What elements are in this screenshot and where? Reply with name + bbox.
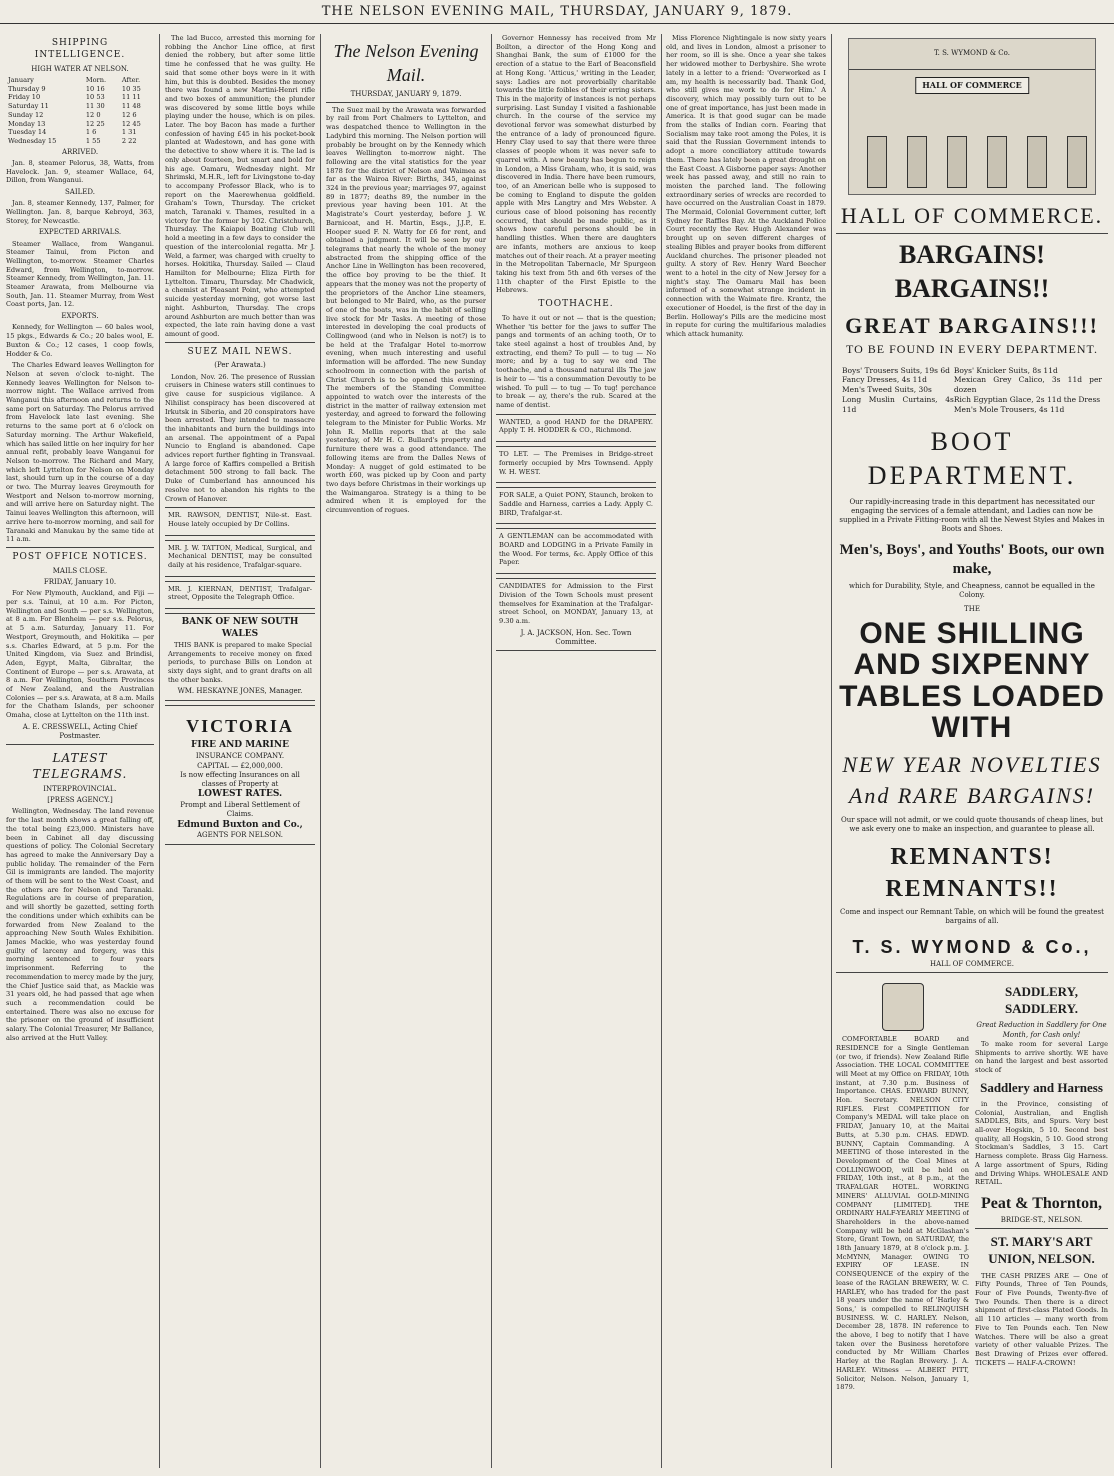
dentist-ad	[165, 507, 315, 535]
boot-department-heading: BOOT DEPARTMENT.	[867, 426, 1077, 491]
remnants-heading: REMNANTS! REMNANTS!!	[885, 844, 1059, 903]
column-rule	[491, 34, 492, 1468]
ad-text: CANDIDATES for Admission to the First Division of the Town Schools must present themselves for Examination at the Trafalgar-street School, on MONDAY, January 13, at 9.30 a.m.	[499, 582, 653, 625]
issue-date: THURSDAY, JANUARY 9, 1879.	[350, 89, 462, 98]
tides-row	[6, 120, 154, 129]
tides-row	[6, 128, 154, 137]
great-bargains-heading: GREAT BARGAINS!!!	[845, 312, 1099, 338]
mens-text: which for Durability, Style, and Cheapness, cannot be equalled in the Colony.	[849, 582, 1095, 600]
post-office-heading: POST OFFICE NOTICES.	[12, 551, 148, 562]
rare-bargains: And RARE BARGAINS!	[848, 782, 1096, 808]
toothache-heading: TOOTHACHE.	[538, 299, 614, 310]
ad-text: MR. J. KIERNAN, DENTIST, Trafalgar-street, Opposite the Telegraph Office.	[168, 584, 312, 602]
column-rule	[320, 34, 321, 1468]
interprovincial-heading: INTERPROVINCIAL.	[43, 784, 117, 793]
tides-cell: 12 6	[121, 110, 137, 119]
suez-text: London, Nov. 26. The presence of Russian cruisers in Chinese waters still continues to give cause for suspicious vigilance. A Nihilist conspiracy has been discovered at Irkutsk in Siberia, and 20 conspirators have been arrested. They intended to massacre the inhabitants and burn the buildings into an arsenal. The appointment of a Papal Nuncio to England is abandoned. Cape advices report further fighting in Transvaal. A large force of Kaffirs compelled a British detachment 500 strong to fall back. The Duke of Cumberland has announced his resolve not to abandon his rights to the Crown of Hanover.	[165, 372, 315, 503]
notices-text: COMFORTABLE BOARD and RESIDENCE for a Single Gentleman (or two, if friends). New Zealand Rifle Association. THE LOCAL COMMITTEE will Meet at my Office on FRIDAY, 10th instant, at 7.30 p.m. Business of Importance. CHAS. EDWARD BUNNY, Hon. Secretary. NELSON CITY RIFLES. First COMPETITION for Company's MEDAL will take place on FRIDAY, January 10, at the Maitai Butts, at 5.30 p.m. CHAS. EDWD. BUNNY, Captain Commanding. A MEETING of those interested in the Development of the Coal Mines at COLLINGWOOD, will be held on FRIDAY, 10th inst., at 8 p.m., at the TRAFALGAR HOTEL. WORKING MINERS' ALLUVIAL GOLD-MINING COMPANY [LIMITED]. THE ORDINARY HALF-YEARLY MEETING of Shareholders in the above-named Company will be held at McGlashan's Store, Grant Town, on SATURDAY, the 18th January 1879, at 8 o'clock p.m. J. McMYNN, Manager. OWING TO EXPIRY OF LEASE. IN CONSEQUENCE of the expiry of the lease of the RAGLAN BREWERY, W. C. HARLEY, who has traded for the past 18 years under the name of 'Harley & Sons,' is compelled to RELINQUISH BUSINESS. W. C. HARLEY. Nelson, December 28, 1878. IN reference to the above, I beg to notify that I have taken over the Business heretofore conducted by Mr William Charles Harley at the Raglan Brewery. J. A. HARLEY. Witness — ALBERT PITT, Solicitor, Nelson. Nelson, January 1, 1879.	[836, 1035, 969, 1392]
the-label: THE	[964, 604, 980, 613]
tides-row	[6, 102, 154, 111]
classified-ad	[496, 528, 656, 574]
ad-text: A GENTLEMAN can be accommodated with BOARD and LODGING in a Private Family in the Wood. For terms, &c. Apply Office of this Paper.	[499, 532, 653, 567]
expected-heading: EXPECTED ARRIVALS.	[38, 228, 122, 237]
space-text: Our space will not admit, or we could quote thousands of cheap lines, but we ask every one to make an inspection, and guarantee to please all.	[840, 815, 1104, 834]
sailed-text: Jan. 8, steamer Kennedy, 137, Palmer, for Wellington. Jan. 8, barque Kebroyd, 363, Storey, for Newcastle.	[6, 199, 154, 225]
arrived-text: Jan. 8, steamer Pelorus, 38, Watts, from Havelock. Jan. 9, steamer Wallace, 64, Dillon, from Wanganui.	[6, 158, 154, 185]
list-item: Men's Mole Trousers, 4s 11d	[953, 405, 1065, 415]
divider	[6, 547, 154, 548]
bank-title: BANK OF NEW SOUTH WALES	[181, 617, 299, 640]
remnants-text: Come and inspect our Remnant Table, on which will be found the greatest bargains of all.	[840, 907, 1104, 925]
ad-text: MR. RAWSON, DENTIST, Nile-st. East. House lately occupied by Dr Collins.	[168, 511, 312, 528]
store-sign: HALL OF COMMERCE	[915, 77, 1029, 94]
store-window	[867, 136, 887, 188]
tides-cell: Wednesday 15	[8, 136, 57, 145]
tides-row	[6, 85, 154, 94]
column-1	[6, 34, 154, 1470]
tides-cell: 2 22	[121, 136, 137, 145]
price-list	[842, 366, 1102, 415]
tides-table	[6, 76, 154, 146]
column-rule	[661, 34, 662, 1468]
tides-cell: 1 31	[121, 128, 137, 137]
new-year-novelties: NEW YEAR NOVELTIES	[842, 751, 1102, 777]
mails-close: MAILS CLOSE.	[52, 566, 108, 575]
wymond-name: T. S. WYMOND & Co.,	[852, 937, 1092, 958]
tides-header-row	[6, 76, 154, 85]
bank-signature: WM. HESKAYNE JONES, Manager.	[177, 687, 303, 696]
rifles-crest-icon	[882, 983, 924, 1031]
tides-cell: 12 45	[121, 119, 141, 128]
every-department: TO BE FOUND IN EVERY DEPARTMENT.	[846, 341, 1098, 356]
boot-text: Our rapidly-increasing trade in this department has necessitated our engaging the services of a female attendant, and Ladies can now be supplied in a Private Fitting-room with all the Newest Styles and Makes in Boots and Shoes.	[839, 497, 1105, 534]
victoria-text: Is now effecting Insurances on all classes of Property at	[180, 770, 300, 789]
exports-heading: EXPORTS.	[61, 312, 99, 321]
tides-row	[6, 93, 154, 102]
store-window	[987, 136, 1007, 188]
page-masthead: THE NELSON EVENING MAIL, THURSDAY, JANUARY 9, 1879.	[0, 4, 1114, 24]
tides-cell: Sunday 12	[8, 110, 44, 119]
bottom-left-adverts	[836, 979, 969, 1395]
dentist-ad	[165, 581, 315, 609]
mens-boots-heading: Men's, Boys', and Youths' Boots, our own make,	[839, 541, 1105, 578]
store-window	[907, 136, 927, 188]
tides-cell: 1 55	[85, 136, 101, 145]
tides-cell: 11 48	[121, 102, 141, 111]
victoria-sub: FIRE AND MARINE	[191, 740, 289, 751]
exports-text: Kennedy, for Wellington — 60 bales wool, 15 pkgs., Edwards & Co.; 20 bales wool, E. Buxton & Co.; 12 cases, 1 coop fowls, Hodder & Co.	[6, 323, 154, 358]
art-union-heading: ST. MARY'S ART UNION, NELSON.	[988, 1234, 1095, 1267]
saddlery-text2: in the Province, consisting of Colonial, Australian, and English SADDLES, Bits, and Spurs. Very best all-over Hogskin, 5 10. Second best quality, all Hogskin, 5 10. Good strong Stockman's Saddles, 3 15. Cart Harness complete. Brass Gig Harness. A large assortment of Spurs, Riding and Driving Whips. WHOLESALE AND RETAIL.	[975, 1099, 1108, 1187]
post-office-text: For New Plymouth, Auckland, and Fiji — per s.s. Tainui, at 10 a.m. For Picton, Wellington and South — per s.s. Wellington, at 8 a.m. For Blenheim — per s.s. Pelorus, at 5 a.m. Saturday, January 11. For Westport, Greymouth, and Hokitika — per s.s. Charles Edward, at 5 p.m. For the United Kingdom, via Suez and Brindisi, Aden, Egypt, Malta, Gibraltar, the Continent of Europe — per s.s. Arawata, at 8 a.m. For Wellington, Southern Provinces of New Zealand, and the Australian Colonies — per s.s. Arawata, at 8 a.m. Mails for the Chatham Islands, per schooner Omaha, close at Lyttelton on the 11th inst.	[6, 589, 154, 720]
tides-cell: 10 35	[121, 84, 141, 93]
newspaper-masthead: The Nelson Evening Mail.	[333, 41, 479, 85]
victoria-title: VICTORIA	[186, 715, 294, 736]
ad-text: FOR SALE, a Quiet PONY, Staunch, broken to Saddle and Harness, carries a Lady. Apply C. BIRD, Trafalgar-st.	[499, 491, 653, 517]
column-2	[165, 34, 315, 1470]
store-engraving	[848, 38, 1096, 195]
bottom-adverts	[836, 979, 1108, 1395]
expected-text: Steamer Wallace, from Wanganui. Steamer Tainui, from Picton and Wellington, to-morrow. Steamer Charles Edward, from Wellington, to-morrow. Steamer Kennedy, from Wellington, Jan. 11. Steamer Arawata, from Melbourne via South, Jan. 11. Steamer Murray, from West Coast ports, Jan. 12.	[6, 239, 154, 309]
saddlery-text: To make room for several Large Shipments to arrive shortly. WE have on hand the largest and best assorted stock of	[975, 1039, 1108, 1075]
column-rule	[159, 34, 160, 1468]
tides-header: After.	[121, 75, 141, 84]
store-window	[947, 136, 967, 188]
tides-cell: 10 53	[85, 93, 105, 102]
sailed-heading: SAILED.	[65, 187, 95, 196]
wymond-sub: HALL OF COMMERCE.	[929, 959, 1014, 968]
saddlery-italic: Great Reduction in Saddlery for One Month, for Cash only!	[976, 1021, 1107, 1039]
suez-heading: SUEZ MAIL NEWS.	[187, 346, 293, 357]
art-union-text: THE CASH PRIZES ARE — One of Fifty Pounds, Three of Ten Pounds, Four of Five Pounds, Twenty-five of Two Pounds. Then there is a direct shipment of first-class Plated Goods. In all 110 articles — many worth from Five to Ten Pounds each. Ten New Watches. There will be also a great variety of other valuable Prizes. The Best Drawing of Prizes ever offered. TICKETS — HALF-A-CROWN!	[975, 1271, 1108, 1367]
store-window	[1067, 136, 1087, 188]
tides-row	[6, 137, 154, 146]
bank-text: THIS BANK is prepared to make Special Arrangements to receive money on fixed periods, to purchase Bills on London at sixty days sight, and to grant drafts on all the other banks.	[168, 640, 312, 684]
store-window	[1027, 136, 1047, 188]
tides-cell: Thursday 9	[8, 84, 46, 93]
peat-address: BRIDGE-ST., NELSON.	[1000, 1216, 1083, 1225]
divider	[836, 972, 1108, 973]
dentist-ad	[165, 540, 315, 577]
list-item: Mexican Grey Calico, 3s 11d per dozen	[953, 375, 1102, 395]
list-item: Rich Egyptian Glace, 2s 11d the Dress	[953, 395, 1101, 405]
divider	[975, 1228, 1108, 1229]
classified-ad	[496, 446, 656, 483]
tides-cell: 12 0	[85, 110, 101, 119]
tides-cell: Monday 13	[8, 119, 46, 128]
tides-cell: 10 16	[85, 84, 105, 93]
victoria-rates: LOWEST RATES.	[197, 789, 283, 800]
ad-text: TO LET. — The Premises in Bridge-street formerly occupied by Mrs Townsend. Apply W. H. WEST.	[499, 450, 653, 476]
bargains-heading: BARGAINS! BARGAINS!!	[894, 240, 1050, 304]
mails-date: FRIDAY, January 10.	[43, 578, 117, 587]
tides-cell: 12 25	[85, 119, 105, 128]
buxton-sub: AGENTS FOR NELSON.	[197, 831, 283, 840]
divider	[326, 102, 486, 103]
news-text: The lad Bucco, arrested this morning for robbing the Anchor Line office, at first denied the robbery, but after some little time he confessed that he was guilty. He said that some other boys were in it with him, but this is doubted. Besides the money there was found a new Martini-Henri rifle and two boxes of ammunition; the plunder was discovered by some little boys while playing under the house, which is on piles. Later. The boy Bacon has made a further confession of having £45 in his pocket-book planted at Wadestown, and has gone with the detective to show where it is. The lad is only about fourteen, but smart and bold for his age. Oamaru, Wednesday night. Mr Shrimski, M.H.R., left for Livingstone to-day to accompany Professor Black, who is to report on the Maerewhenua goldfield. Graham's Town, Thursday. The cricket match, Taranaki v. Thames, resulted in a victory for the former by 102. Christchurch, Thursday. The Kaiapoi Boating Club will hold a meeting in a few days to consider the question of the intercolonial regatta. Mr J. Weld, a farmer, was charged with cruelty to horses. Hokitika, Thursday. Sailed — Claud Hamilton for Melbourne; Eliza Firth for Lyttelton. Timaru, Thursday. Mr Chadwick, a chemist at Pleasant Point, who attempted suicide yesterday morning, got worse last night. Ashburton, Thursday. The crops around Ashburton are much better than was expected, the late rain having done a vast amount of good.	[165, 34, 315, 338]
tides-cell: 11 11	[121, 93, 141, 102]
list-item: Long Muslin Curtains, 4s 11d	[842, 395, 954, 415]
press-agency: [PRESS AGENCY.]	[47, 796, 113, 805]
peat-thornton: Peat & Thornton,	[980, 1194, 1103, 1212]
ad-text: MR. J. W. TATTON, Medical, Surgical, and Mechanical DENTIST, may be consulted daily at his residence, Trafalgar-square.	[168, 543, 312, 570]
list-item: Boys' Trousers Suits, 19s 6d	[842, 365, 950, 375]
victoria-insurance: INSURANCE COMPANY.	[195, 752, 285, 761]
tides-cell: Friday 10	[8, 93, 41, 102]
tides-cell: Saturday 11	[8, 102, 49, 111]
column-3	[326, 34, 486, 1470]
column-5	[666, 34, 826, 1470]
ad-text: WANTED, a good HAND for the DRAPERY. Apply T. H. HODDER & CO., Richmond.	[499, 417, 653, 435]
list-item: Boys' Knicker Suits, 8s 11d	[953, 365, 1058, 375]
column-6	[836, 34, 1108, 1470]
buxton-agents: Edmund Buxton and Co.,	[177, 819, 303, 830]
one-shilling-heading: ONE SHILLING AND SIXPENNY TABLES LOADED WITH	[839, 616, 1105, 745]
hall-of-commerce-title: HALL OF COMMERCE.	[840, 203, 1104, 228]
toothache-poem: To have it out or not — that is the question; Whether 'tis better for the jaws to suffer The pangs and torments of an aching tooth, Or to take steel against a host of troubles And, by extracting, end them? To pull — to tug — No more; and by a tug to say we end The toothache, and a thousand natural ills The jaw is heir to — 'tis a consummation Devoutly to be wished. To pull — to tug — To tug! perchance to break — ay, there's the rub. Scared at the name of dentist.	[496, 313, 656, 409]
list-item: Fancy Dresses, 4s 11d	[842, 375, 927, 385]
tides-cell: 11 30	[85, 102, 105, 111]
list-item: Men's Tweed Suits, 30s	[842, 385, 932, 395]
tides-cell: Tuesday 14	[8, 128, 47, 137]
bottom-right-adverts	[975, 979, 1108, 1395]
price-list-left	[842, 366, 954, 415]
saddlery-heading: SADDLERY, SADDLERY.	[1004, 984, 1079, 1017]
arrived-heading: ARRIVED.	[61, 147, 99, 156]
shipping-heading: SHIPPING INTELLIGENCE.	[34, 38, 126, 60]
news-text: Governor Hennessy has received from Mr Boilton, a director of the Hong Kong and Shanghai Bank, the sum of £1000 for the erection of a statue to the Earl of Beaconsfield at Hong Kong. 'Atticus,' writing in the Leader, says: Ladies are not proverbially charitable towards the little foibles of their erring sisters. This in the majority of instances is not perhaps surprising. Last Sunday I visited a fashionable church. In the course of the service my devotional fervor was somewhat disturbed by the entrance of a lady of pronounced figure. Henry Clay used to say that there were three classes of people whom it was never safe to quarrel with. A new beauty has begun to reign in London, a Miss Graham, who, it is said, was discovered in India. There have been rumours, too, of an American belle who is supposed to be coming to England to dispute the golden apple with Mrs Langtry and Mrs Webster. A curious case of blood poisoning has recently occurred, that should be made public, as it shows how careful persons should be in handling thistles. When there are daughters are infants, mothers are anxious to keep matches out of their reach. At a prayer meeting in the Metropolitan Tabernacle, Mr Spurgeon taking his text from 5th and 6th verses of the 11th chapter of the First Epistle to the Hebrews.	[496, 34, 656, 295]
tides-header: January	[8, 75, 34, 84]
editorial-text: The Suez mail by the Arawata was forwarded by rail from Port Chalmers to Lyttelton, and was despatched thence to Wellington in the Ladybird this morning. The Nelson portion will probably be brought on by the Kennedy which leaves Wellington to-morrow night. The following are the vital statistics for the year 1878 for the district of Nelson and Waimea as far as the Wairoa River: Births, 345, against 324 in the previous year; marriages 97, against 89 in 1877; deaths 89, the number in the previous year having been 101. At the Magistrate's Court yesterday, before J. W. Barnicoat, and H. Martin, Esqs., J.J.P., E. Hooper sued F. N. Watty for £6 for rent, and obtained a judgment. It will be seen by our telegrams that nearly the whole of the money abstracted from the shipping office of the Anchor Line in Wellington has been recovered, the office boy proving to be the thief. It appears that the money was not the property of the proprietors of the Anchor Line steamers, but belonged to Mr Baird, who, as the purser of one of the boats, was in the habit of selling live stock for Mr Tasks. A meeting of those interested in developing the coal products of Collingwood (and who in Nelson is not?) is to be held at the Trafalgar Hotel to-morrow evening, when much interesting and useful information will be afforded. The new Sunday schoolroom in connection with the parish of Christ Church is to be opened this evening. The members of the Standing Committee appointed to watch over the interests of the district in the matter of railway extension met yesterday, and agreed to forward the following telegram to the Minister for Public Works. Mr John R. Mellin reports that at the sale yesterday, of Mr H. C. Bullard's property and furniture there was a good attendance. The following items are from the Dalles News of Monday: A nugget of gold estimated to be worth £60, was picked up by Coon and party two days before Christmas in their workings up the Waimangaroa. Strategy is a thing to be admired when it is employed for the circumvention of rogues.	[326, 105, 486, 515]
classified-ad	[496, 578, 656, 651]
suez-sub: (Per Arawata.)	[214, 361, 266, 370]
victoria-capital: CAPITAL — £2,000,000.	[197, 761, 283, 770]
insurance-ad	[165, 705, 315, 845]
postmaster-signature: A. E. CRESSWELL, Acting Chief Postmaster.	[22, 722, 138, 741]
shipping-news: The Charles Edward leaves Wellington for Nelson at seven o'clock to-night. The Kennedy leaves Wellington for Nelson to-morrow night. The Wallace arrived from Wanganui this afternoon and returns to the same port on Saturday. The Pelorus arrived from Havelock late last evening. She returns to the same port at 6 o'clock on Saturday morning. The Arthur Wakefield, which has sailed little on her inquiry for her annual refit, probably leave Wanganui for Nelson to-morrow. The Richard and Mary, which left Lyttelton for Nelson on Monday last, should turn up in the course of a day or two. The Murray leaves Greymouth for Westport and Nelson to-morrow morning, and will arrive here on Saturday night. The Tainui leaves Wellington this afternoon, will arrive here to-morrow morning, and sail for Taranaki and Manukau by the same tide at 11 a.m.	[6, 361, 154, 544]
saddlery-harness: Saddlery and Harness	[980, 1079, 1103, 1095]
divider	[836, 233, 1108, 234]
news-text: Miss Florence Nightingale is now sixty years old, and lives in London, almost a prisoner to her room, so ill is she. Once a year she takes her widowed mother to Derbyshire. She wrote lately in a letter to a friend: 'Overworked as I am, my health is necessarily bad. Thank God, who still gives me work to do for Him.' A discovery, which may possibly turn out to be one of great importance, has just been made in America. It is that good sugar can be made from the stalks of Indian corn. Fearing that Socialism may take root among the Poles, it is said that the Russian Government intends to adopt a more conciliatory attitude towards them. There has lately been a great drought on the East Coast. A Gisborne paper says: Another week has passed away, and still no rain to moisten the parched land. The following extraordinary series of wrecks are recorded to have occurred on the Australian Coast in 1879. The Mermaid, Colonial Government cutter, left Sydney for Raffles Bay. At the Auckland Police Court recently the Rev. Hugh Alexander was brought up on seven different charges of stealing Bibles and prayer books from different Auckland churches. The prisoner pleaded not guilty. A story of Rev. Henry Ward Beecher went to a hotel in the city of New Jersey for a night's stay. The Oamaru Mail has been informed of a somewhat strange incident in connection with the Waimate fire. Krantz, the executioner of Hoedel, is the first of the day in Berlin. Holloway's Pills are the medicine most in repute for curing the multifarious maladies which attack humanity.	[666, 34, 826, 338]
telegrams-text: Wellington, Wednesday. The land revenue for the last month shows a great falling off, the total being £23,000. Ministers have been in Cabinet all day discussing questions of policy. The Colonial Secretary has agreed to make the Anniversary Day a public holiday. The remainder of the Fern Gil is immigrants are landed. The majority of them will be sent to the West Coast, and the others are for Nelson and Taranaki. Regulations are in course of preparation, and will shortly be gazetted, setting forth the conditions under which exhibits can be forwarded from New Zealand to the approaching New South Wales Exhibition. James Mackie, who was yesterday found guilty of larceny and forgery, was this morning sentenced to four years imprisonment. Referring to the recommendation to mercy made by the jury, the Chief Justice said that, as Mackie was 31 years old, he had passed that age when such a recommendation could be entertained. There was also no excuse for the prisoner on the ground of insufficient salary. The Colonial Treasurer, Mr Ballance, also arrived at the Hutt Valley.	[6, 807, 154, 1042]
tides-cell: 1 6	[85, 128, 97, 137]
column-4	[496, 34, 656, 1470]
divider	[6, 744, 154, 745]
victoria-prompt: Prompt and Liberal Settlement of Claims.	[180, 801, 300, 819]
classified-ad	[496, 414, 656, 442]
telegrams-heading: LATEST TELEGRAMS.	[32, 751, 128, 782]
tides-heading: HIGH WATER AT NELSON.	[31, 64, 129, 73]
school-signature: J. A. JACKSON, Hon. Sec. Town Committee.	[520, 628, 632, 646]
tides-row	[6, 111, 154, 120]
column-rule	[831, 34, 832, 1468]
engraving-caption: T. S. WYMOND & Co.	[934, 49, 1010, 57]
bank-ad	[165, 613, 315, 701]
classified-ad	[496, 487, 656, 524]
tides-header: Morn.	[85, 75, 107, 84]
divider	[165, 342, 315, 343]
price-list-right	[954, 366, 1102, 415]
